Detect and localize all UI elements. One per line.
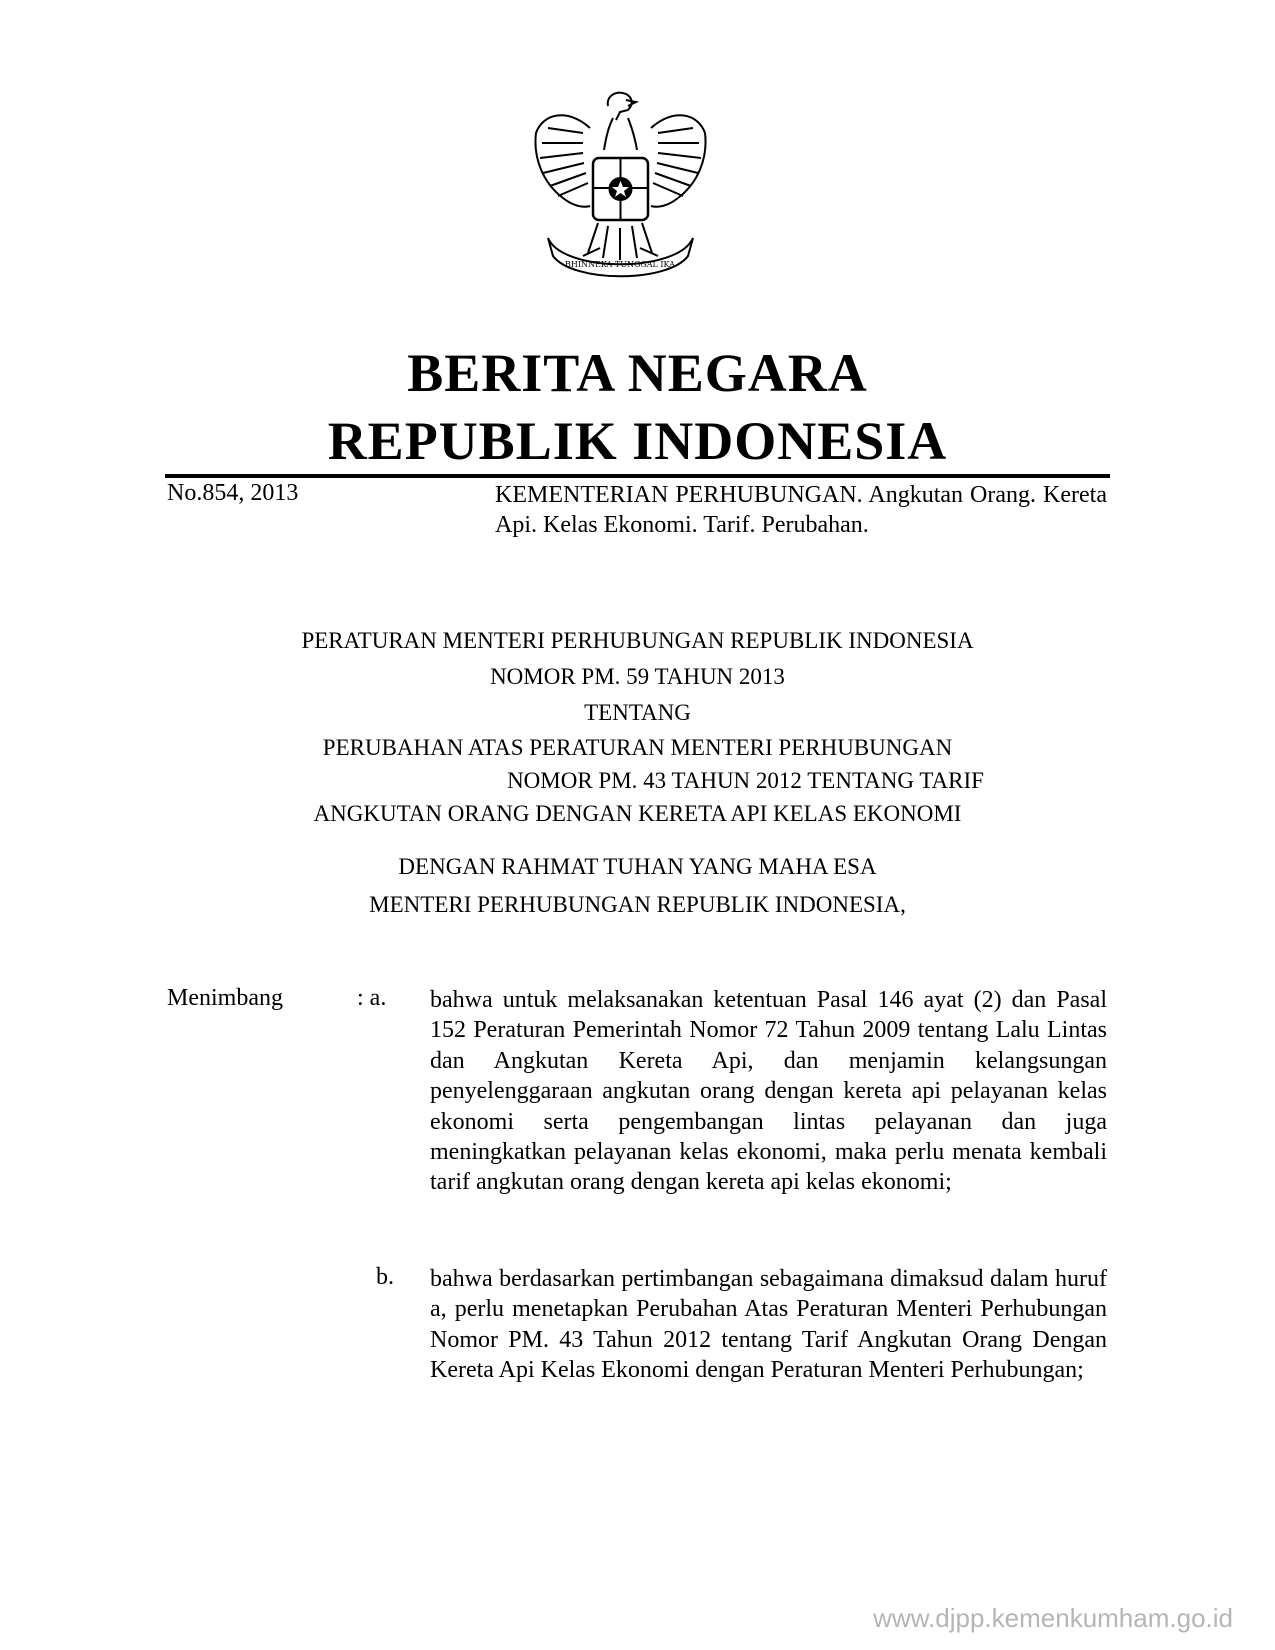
gazette-subject: KEMENTERIAN PERHUBUNGAN. Angkutan Orang. Kereta Api. Kelas Ekonomi. Tarif. Perubahan.	[495, 482, 1107, 538]
regulation-tentang: TENTANG	[584, 700, 691, 725]
regulation-subject-line3: ANGKUTAN ORANG DENGAN KERETA API KELAS EKONOMI	[313, 801, 962, 826]
regulation-title-line1: PERATURAN MENTERI PERHUBUNGAN REPUBLIK INDONESIA	[301, 628, 974, 653]
regulation-blessing: DENGAN RAHMAT TUHAN YANG MAHA ESA	[398, 854, 877, 879]
regulation-number: NOMOR PM. 59 TAHUN 2013	[490, 664, 785, 689]
regulation-minister: MENTERI PERHUBUNGAN REPUBLIK INDONESIA,	[369, 892, 906, 917]
considering-item-b: bahwa berdasarkan pertimbangan sebagaimana dimaksud dalam huruf a, perlu menetapkan Perubahan Atas Peraturan Menteri Perhubungan Nomor PM. 43 Tahun 2012 tentang Tarif Angkutan Orang Dengan Kereta Api Kelas Ekonomi dengan Peraturan Menteri Perhubungan;	[430, 1266, 1107, 1384]
considering-label: Menimbang	[167, 985, 283, 1011]
header-divider	[165, 474, 1110, 478]
gazette-number: No.854, 2013	[167, 480, 299, 506]
garuda-emblem	[528, 88, 713, 288]
emblem-motto: BHINNEKA TUNGGAL IKA	[565, 260, 675, 269]
item-a-marker: : a.	[357, 985, 387, 1011]
regulation-subject-line1: PERUBAHAN ATAS PERATURAN MENTERI PERHUBUNGAN	[322, 735, 953, 760]
regulation-subject-line2: NOMOR PM. 43 TAHUN 2012 TENTANG TARIF	[507, 768, 984, 793]
item-b-marker: b.	[376, 1264, 394, 1290]
source-watermark: www.djpp.kemenkumham.go.id	[873, 1603, 1233, 1633]
considering-item-a: bahwa untuk melaksanakan ketentuan Pasal 146 ayat (2) dan Pasal 152 Peraturan Pemerintah Nomor 72 Tahun 2009 tentang Lalu Lintas dan Angkutan Kereta Api, dan menjamin kelangsungan penyelenggaraan angkutan orang dengan kereta api pelayanan kelas ekonomi serta pengembangan lintas pelayanan dan juga meningkatkan pelayanan kelas ekonomi, maka perlu menata kembali tarif angkutan orang dengan kereta api kelas ekonomi;	[430, 987, 1107, 1196]
gazette-title-line2: REPUBLIK INDONESIA	[327, 411, 948, 471]
gazette-title-line1: BERITA NEGARA	[407, 343, 868, 403]
